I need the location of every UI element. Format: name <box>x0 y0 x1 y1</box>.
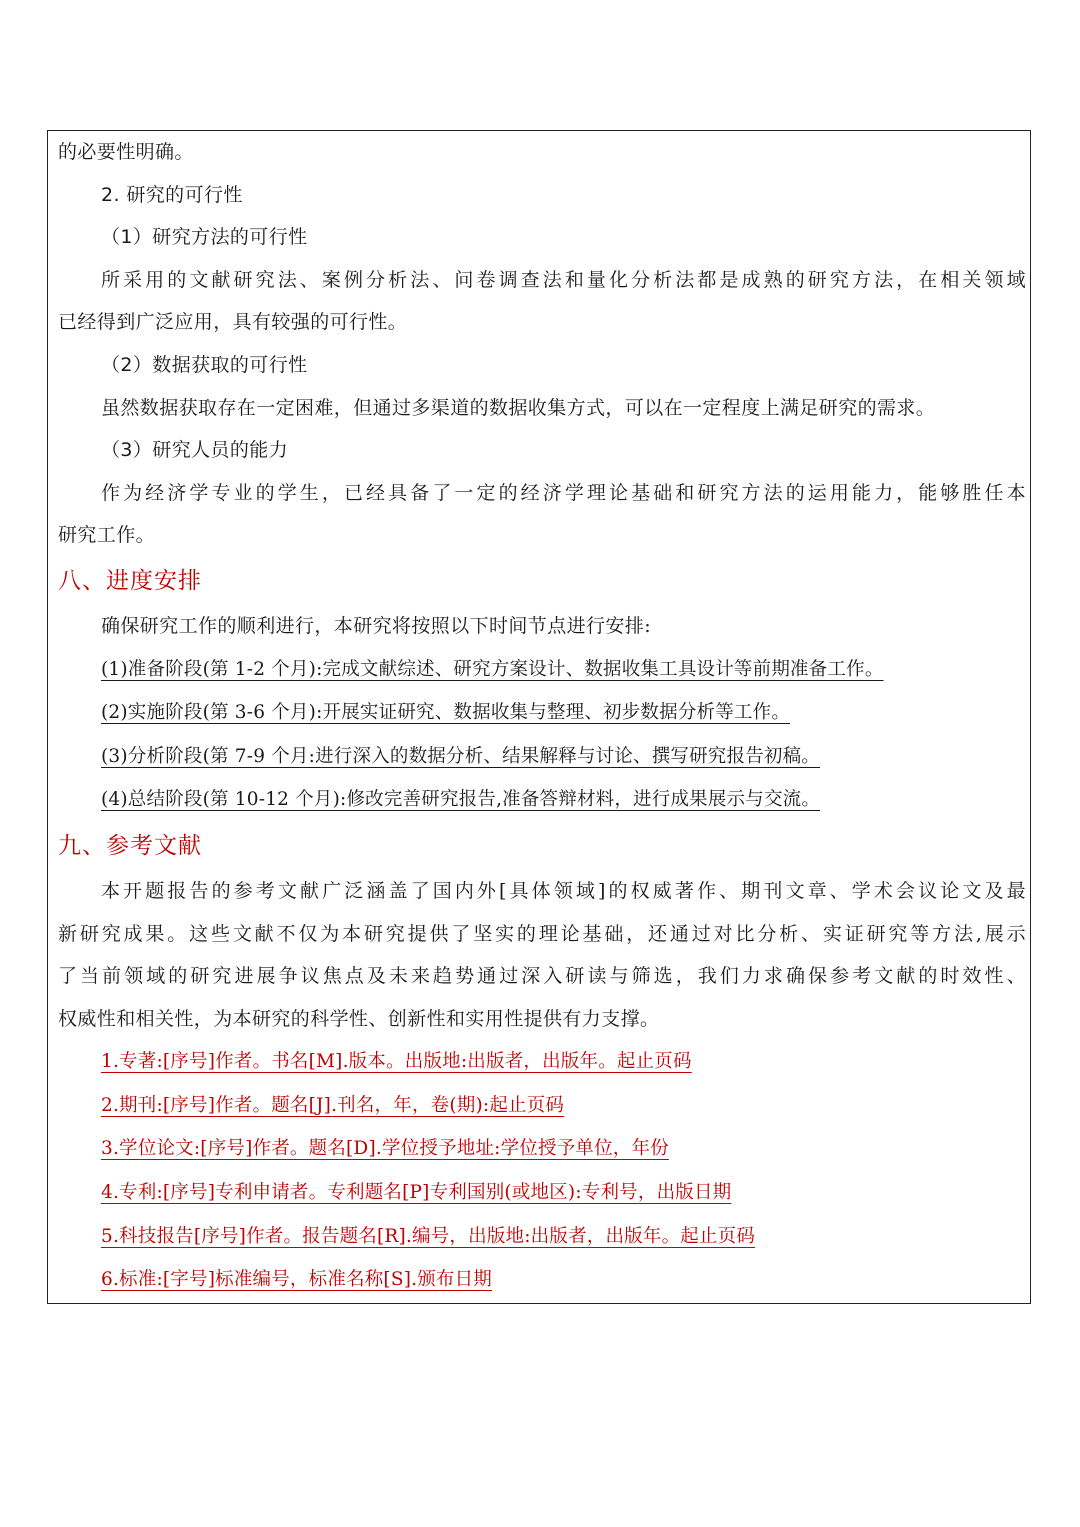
reference-format-item <box>58 1127 1026 1171</box>
feasibility-ability-title: （3）研究人员的能力 <box>101 439 289 462</box>
feasibility-ability-line-1: 作为经济学专业的学生，已经具备了一定的经济学理论基础和研究方法的运用能力，能够胜任本 <box>101 481 1026 504</box>
schedule-item-text: (1)准备阶段(第 1-2 个月):完成文献综述、研究方案设计、数据收集工具设计等前期准备工作。 <box>101 658 884 680</box>
feasibility-method-line-2: 已经得到广泛应用，具有较强的可行性。 <box>58 311 408 334</box>
reference-format-text: 6.标准:[字号]标准编号，标准名称[S].颁布日期 <box>101 1269 493 1291</box>
reference-format-item <box>58 1084 1026 1128</box>
references-paragraph-line-1: 本开题报告的参考文献广泛涵盖了国内外[具体领域]的权威著作、期刊文章、学术会议论文及最 <box>101 879 1026 902</box>
schedule-item <box>58 778 1026 822</box>
reference-format-item <box>58 1171 1026 1215</box>
schedule-item-text: (2)实施阶段(第 3-6 个月):开展实证研究、数据收集与整理、初步数据分析等工作。 <box>101 702 791 724</box>
schedule-intro: 确保研究工作的顺利进行，本研究将按照以下时间节点进行安排: <box>101 614 652 637</box>
feasibility-data-title: （2）数据获取的可行性 <box>101 353 308 376</box>
schedule-item <box>58 648 1026 692</box>
feasibility-data-line-1: 虽然数据获取存在一定困难，但通过多渠道的数据收集方式，可以在一定程度上满足研究的需求。 <box>101 396 936 419</box>
feasibility-ability-line-2: 研究工作。 <box>58 524 156 547</box>
reference-format-item <box>58 1040 1026 1084</box>
feasibility-method-title: （1）研究方法的可行性 <box>101 226 308 249</box>
reference-format-text: 3.学位论文:[序号]作者。题名[D].学位授予地址:学位授予单位，年份 <box>101 1138 669 1160</box>
references-heading: 九、参考文献 <box>58 832 202 859</box>
references-paragraph-line-2: 新研究成果。这些文献不仅为本研究提供了坚实的理论基础，还通过对比分析、实证研究等方法,展示 <box>58 922 1026 945</box>
references-paragraph-line-3: 了当前领域的研究进展争议焦点及未来趋势通过深入研读与筛选，我们力求确保参考文献的时效性、 <box>58 965 1026 988</box>
reference-format-item <box>58 1215 1026 1259</box>
document-content <box>58 131 1026 1302</box>
reference-format-text: 2.期刊:[序号]作者。题名[J].刊名，年，卷(期):起止页码 <box>101 1094 565 1116</box>
references-paragraph-line-4: 权威性和相关性，为本研究的科学性、创新性和实用性提供有力支撑。 <box>58 1007 660 1030</box>
continuation-text: 的必要性明确。 <box>58 141 194 163</box>
reference-format-text: 5.科技报告[序号]作者。报告题名[R].编号，出版地:出版者，出版年。起止页码 <box>101 1225 756 1247</box>
reference-format-text: 1.专著:[序号]作者。书名[M].版本。出版地:出版者，出版年。起止页码 <box>101 1051 692 1073</box>
feasibility-heading: 2. 研究的可行性 <box>101 183 243 206</box>
reference-format-item <box>58 1258 1026 1302</box>
feasibility-method-line-1: 所采用的文献研究法、案例分析法、问卷调查法和量化分析法都是成熟的研究方法，在相关领域 <box>101 268 1026 291</box>
schedule-item-text: (4)总结阶段(第 10-12 个月):修改完善研究报告,准备答辩材料，进行成果展示与交流。 <box>101 789 821 811</box>
schedule-heading: 八、进度安排 <box>58 567 202 594</box>
schedule-item <box>58 691 1026 735</box>
reference-format-text: 4.专利:[序号]专利申请者。专利题名[P]专利国别(或地区):专利号，出版日期 <box>101 1182 732 1204</box>
schedule-item-text: (3)分析阶段(第 7-9 个月:进行深入的数据分析、结果解释与讨论、撰写研究报告初稿。 <box>101 745 821 767</box>
schedule-item <box>58 735 1026 779</box>
